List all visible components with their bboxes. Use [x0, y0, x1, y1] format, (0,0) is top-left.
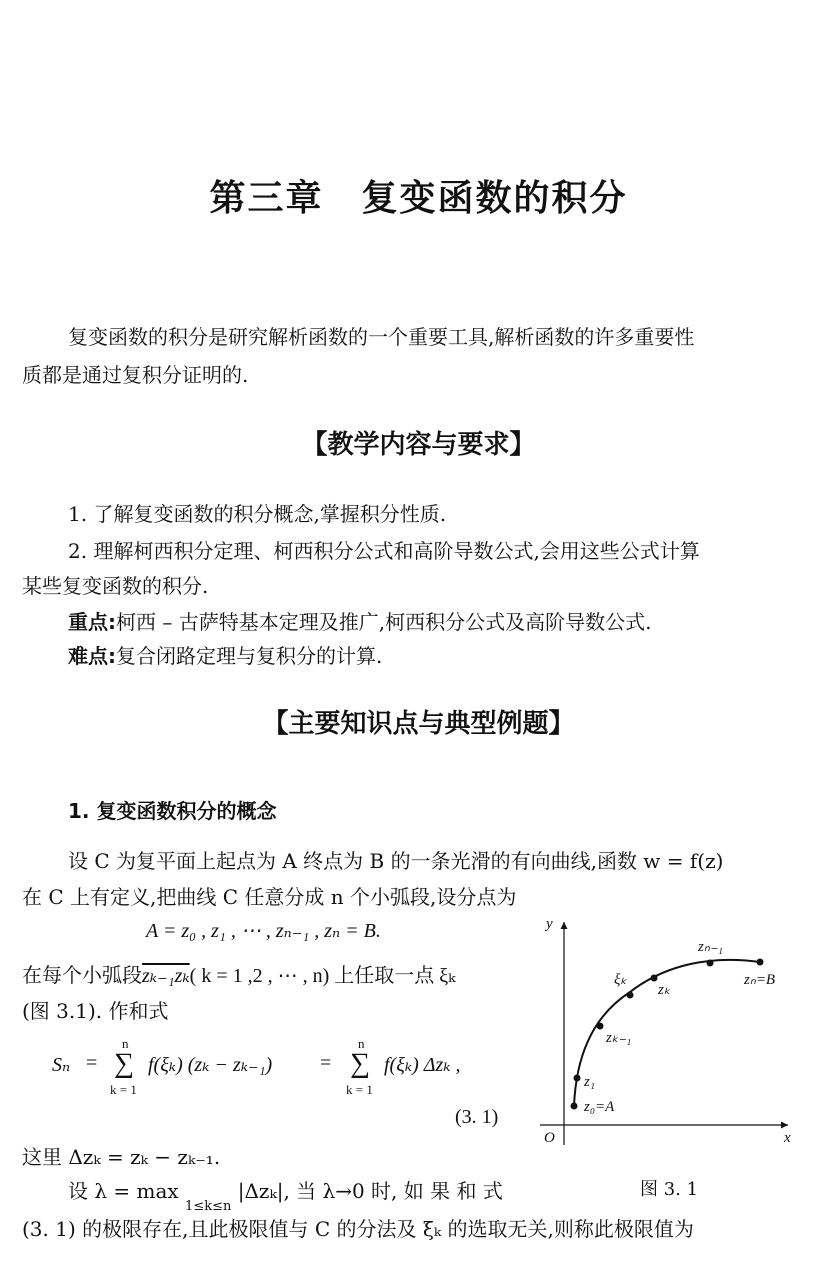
intro-line-1: 复变函数的积分是研究解析函数的一个重要工具,解析函数的许多重要性	[68, 325, 695, 349]
sum-sign-1: ∑	[114, 1048, 134, 1079]
paragraph-2-text: 在每个小弧段	[22, 963, 142, 987]
requirement-1: 1. 了解复变函数的积分概念,掌握积分性质.	[68, 502, 447, 526]
key-point-text: 柯西 – 古萨特基本定理及推广,柯西积分公式及高阶导数公式.	[116, 610, 652, 634]
label-xik: ξₖ	[614, 972, 627, 988]
point-zk	[651, 975, 658, 982]
lambda-def: 设 λ = max	[68, 1179, 179, 1203]
label-zn1: zₙ₋₁	[698, 939, 723, 955]
sum-upper-2: n	[358, 1036, 365, 1051]
sum-lower-1: k = 1	[110, 1082, 137, 1097]
equals-sign-1: =	[86, 1052, 98, 1074]
label-z1: z₁	[584, 1074, 596, 1090]
equation-sum-rhs: f(ξₖ) Δzₖ ,	[384, 1054, 461, 1076]
equation-points: A = z₀ , z₁ , ⋯ , zₙ₋₁ , zₙ = B.	[146, 920, 381, 942]
point-zk1	[597, 1023, 604, 1030]
point-zn1	[707, 960, 714, 967]
equation-sum-lhs: Sₙ	[52, 1054, 71, 1076]
paragraph-3: 这里 Δzₖ = zₖ − zₖ₋₁.	[22, 1145, 221, 1169]
chapter-title: 第三章 复变函数的积分	[209, 177, 628, 219]
sum-sign-2: ∑	[350, 1048, 370, 1079]
section-heading-knowledge: 【主要知识点与典型例题】	[262, 709, 575, 739]
sum-upper-1: n	[122, 1036, 129, 1051]
paragraph-2-line-1	[22, 956, 455, 995]
requirement-2-line-2: 某些复变函数的积分.	[22, 574, 209, 598]
key-point-label: 重点:	[68, 610, 116, 634]
difficulty-text: 复合闭路定理与复积分的计算.	[116, 644, 383, 668]
label-zn: zₙ=B	[744, 972, 776, 988]
intro-line-2: 质都是通过复积分证明的.	[22, 363, 249, 387]
x-axis-label: x	[784, 1130, 791, 1146]
difficulty-label: 难点:	[68, 644, 116, 668]
point-zn	[757, 959, 764, 966]
key-point	[68, 603, 651, 641]
paragraph-1-line-1: 设 C 为复平面上起点为 A 终点为 B 的一条光滑的有向曲线,函数 w = f(z)	[68, 849, 724, 873]
requirement-2-line-1: 2. 理解柯西积分定理、柯西积分公式和高阶导数公式,会用这些公式计算	[68, 539, 700, 563]
paragraph-2-text-b: ( k = 1 ,2 , ⋯ , n) 上任取一点 ξₖ	[189, 965, 456, 987]
origin-label: O	[544, 1130, 555, 1146]
equation-sum-mid: f(ξₖ) (zₖ − zₖ₋₁)	[148, 1054, 273, 1076]
y-axis-label: y	[546, 916, 553, 932]
difficulty-point	[68, 637, 382, 675]
point-z1	[574, 1075, 581, 1082]
paragraph-1-line-2: 在 C 上有定义,把曲线 C 任意分成 n 个小弧段,设分点为	[22, 885, 517, 909]
label-z0: z₀=A	[584, 1099, 615, 1115]
sum-lower-2: k = 1	[346, 1082, 373, 1097]
paragraph-2-line-2: (图 3.1). 作和式	[22, 999, 169, 1023]
figure-caption: 图 3. 1	[640, 1179, 699, 1200]
max-subscript: 1≤k≤n	[185, 1199, 232, 1214]
figure-curve	[530, 910, 810, 1160]
equals-sign-2: =	[320, 1052, 332, 1074]
arc-notation: zₖ₋₁zₖ	[142, 965, 190, 987]
section-heading-teaching: 【教学内容与要求】	[301, 430, 536, 460]
equation-number: (3. 1)	[455, 1106, 499, 1128]
lambda-cond: |Δzₖ|, 当 λ→0 时, 如 果 和 式	[237, 1179, 503, 1203]
point-xik	[627, 992, 634, 999]
point-z0	[571, 1103, 578, 1110]
label-zk1: zₖ₋₁	[606, 1030, 632, 1046]
paragraph-4	[68, 1172, 503, 1214]
label-zk: zₖ	[658, 982, 671, 998]
paragraph-5: (3. 1) 的极限存在,且此极限值与 C 的分法及 ξₖ 的选取无关,则称此极限值为	[22, 1217, 694, 1241]
subsection-title: 1. 复变函数积分的概念	[68, 799, 277, 823]
